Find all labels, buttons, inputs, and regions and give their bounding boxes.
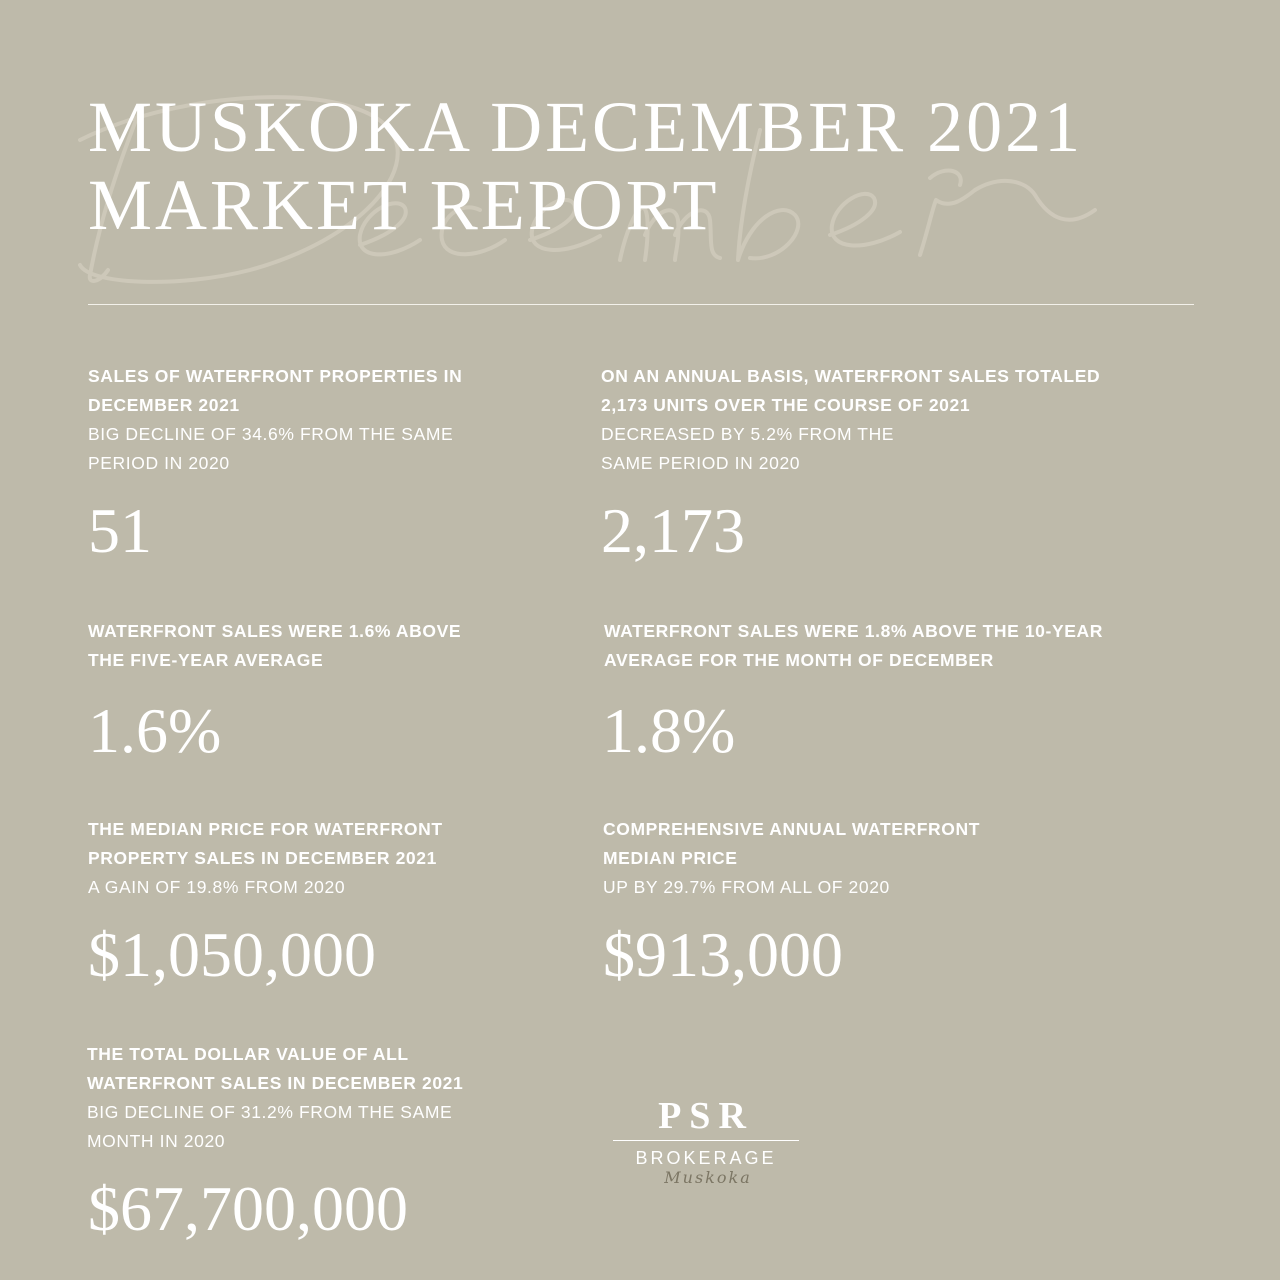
report-title-line-2: MARKET REPORT — [88, 165, 720, 245]
stat-waterfront-sales-december — [88, 362, 648, 566]
stat-subtext-line: DECREASED BY 5.2% FROM THE — [601, 424, 895, 444]
stat-value: 51 — [88, 495, 152, 566]
stat-heading — [603, 815, 1163, 873]
stat-heading — [88, 362, 648, 420]
logo-wordmark: PSR — [658, 1095, 754, 1137]
stat-subtext-line: BIG DECLINE OF 34.6% FROM THE SAME — [88, 424, 454, 444]
stat-heading — [88, 815, 648, 873]
logo-divider — [613, 1140, 799, 1141]
logo-script: Muskoka — [664, 1168, 752, 1187]
stat-heading-line: THE MEDIAN PRICE FOR WATERFRONT — [88, 819, 443, 839]
stat-heading-line: 2,173 UNITS OVER THE COURSE OF 2021 — [601, 395, 971, 415]
stat-value: 1.6% — [88, 695, 222, 766]
stat-heading-line: THE TOTAL DOLLAR VALUE OF ALL — [87, 1044, 409, 1064]
stat-heading-line: SALES OF WATERFRONT PROPERTIES IN — [88, 366, 463, 386]
report-title — [88, 88, 1083, 244]
stat-heading — [604, 617, 1164, 675]
stat-subtext — [88, 420, 648, 478]
stat-value: $67,700,000 — [88, 1173, 408, 1244]
stat-heading-line: COMPREHENSIVE ANNUAL WATERFRONT — [603, 819, 981, 839]
stat-heading — [601, 362, 1161, 420]
title-divider — [88, 304, 1194, 305]
stat-five-year-average — [88, 617, 648, 766]
stat-subtext-line: MONTH IN 2020 — [87, 1131, 226, 1151]
stat-subtext — [88, 873, 648, 902]
stat-total-dollar-value — [87, 1040, 647, 1244]
stat-heading-line: ON AN ANNUAL BASIS, WATERFRONT SALES TOTALED — [601, 366, 1101, 386]
stat-value: $913,000 — [603, 919, 843, 990]
report-title-line-1: MUSKOKA DECEMBER 2021 — [88, 87, 1084, 167]
stat-subtext — [603, 873, 1163, 902]
stat-subtext-line: SAME PERIOD IN 2020 — [601, 453, 801, 473]
logo-tagline: BROKERAGE — [635, 1148, 777, 1168]
stat-value: 1.8% — [602, 695, 736, 766]
stat-heading-line: AVERAGE FOR THE MONTH OF DECEMBER — [604, 650, 994, 670]
stat-heading — [87, 1040, 647, 1098]
stat-annual-waterfront-sales — [601, 362, 1161, 566]
stat-annual-median-price — [603, 815, 1163, 990]
stat-subtext-line: PERIOD IN 2020 — [88, 453, 230, 473]
stat-heading-line: PROPERTY SALES IN DECEMBER 2021 — [88, 848, 437, 868]
stat-heading-line: DECEMBER 2021 — [88, 395, 240, 415]
stat-subtext-line: UP BY 29.7% FROM ALL OF 2020 — [603, 877, 890, 897]
stat-heading — [88, 617, 648, 675]
stat-subtext — [87, 1098, 647, 1156]
stat-subtext — [601, 420, 1161, 478]
stat-heading-line: WATERFRONT SALES WERE 1.6% ABOVE — [88, 621, 462, 641]
stat-heading-line: THE FIVE-YEAR AVERAGE — [88, 650, 324, 670]
stat-subtext-line: A GAIN OF 19.8% FROM 2020 — [88, 877, 346, 897]
stat-heading-line: MEDIAN PRICE — [603, 848, 738, 868]
psr-brokerage-logo — [613, 1094, 799, 1194]
stat-ten-year-average — [602, 617, 1164, 766]
stat-value: 2,173 — [601, 495, 745, 566]
stat-value: $1,050,000 — [88, 919, 376, 990]
stat-heading-line: WATERFRONT SALES WERE 1.8% ABOVE THE 10-YEAR — [604, 621, 1103, 641]
stat-heading-line: WATERFRONT SALES IN DECEMBER 2021 — [87, 1073, 464, 1093]
stat-subtext-line: BIG DECLINE OF 31.2% FROM THE SAME — [87, 1102, 453, 1122]
stat-median-price-december — [88, 815, 648, 990]
